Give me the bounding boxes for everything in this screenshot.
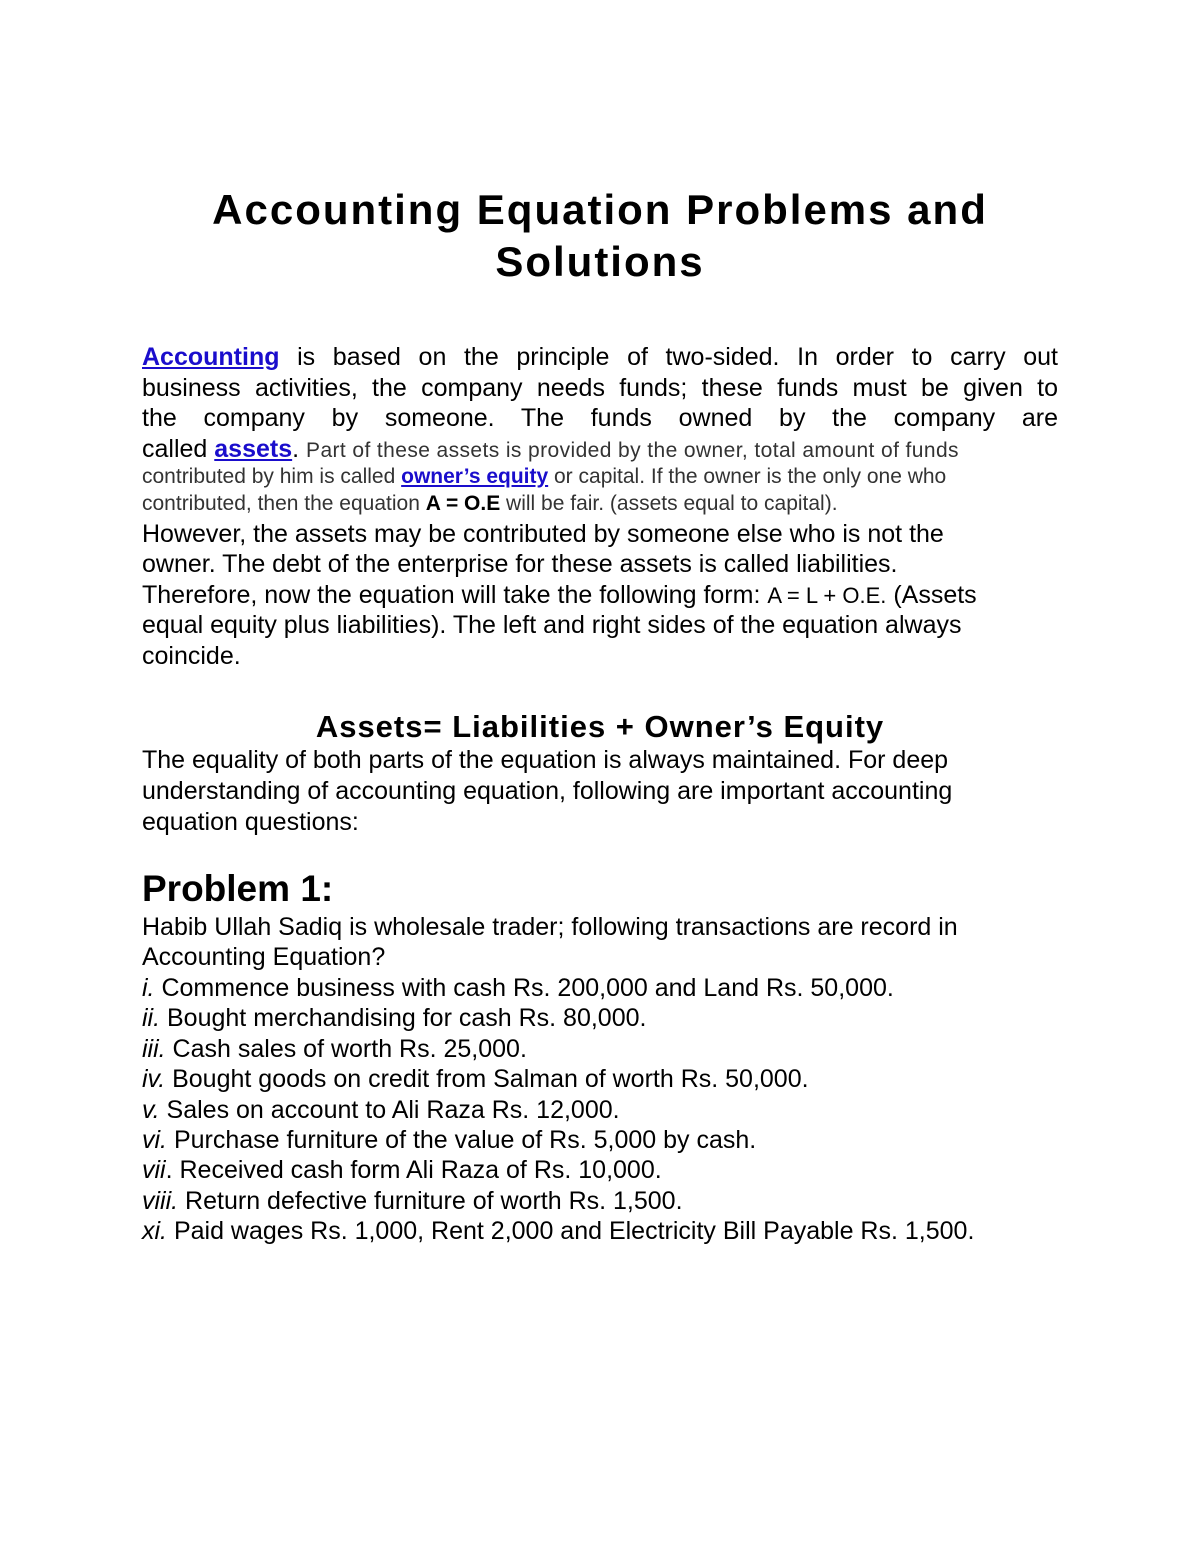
para3-line-1: The equality of both parts of the equation is always maintained. For deep <box>142 746 949 774</box>
transaction-number: i. <box>142 974 155 1002</box>
owners-equity-link[interactable]: owner’s equity <box>401 465 549 488</box>
text: called <box>142 435 215 463</box>
text: Part of these assets is provided by the owner, total amount of funds <box>306 439 959 462</box>
transaction-item <box>142 973 1058 1004</box>
transaction-number: iii. <box>142 1034 166 1063</box>
transaction-number: ii. <box>142 1004 161 1033</box>
transaction-text: Cash sales of worth Rs. 25,000. <box>165 1034 527 1063</box>
transaction-text: Commence business with cash Rs. 200,000 and Land Rs. 50,000. <box>154 974 894 1002</box>
transaction-text: Sales on account to Ali Raza Rs. 12,000. <box>159 1095 620 1124</box>
para3-line-3: equation questions: <box>142 808 359 836</box>
problem-intro-line-2: Accounting Equation? <box>142 943 386 971</box>
transaction-item <box>142 1125 1058 1156</box>
transaction-number: viii. <box>142 1186 179 1215</box>
accounting-link[interactable]: Accounting <box>142 343 280 371</box>
text: is based on the principle of two-sided. In order to carry out <box>279 343 1058 371</box>
para2-line-3 <box>142 580 1058 611</box>
problem-heading: Problem 1: <box>142 868 334 909</box>
intro-line-4 <box>142 434 1058 466</box>
para2-line-5: coincide. <box>142 642 241 670</box>
para2-line-2: owner. The debt of the enterprise for these assets is called liabilities. <box>142 550 898 578</box>
intro-line-5 <box>142 463 1058 491</box>
transaction-number: vi. <box>142 1126 167 1154</box>
para2-line-1: However, the assets may be contributed by someone else who is not the <box>142 520 944 548</box>
transaction-text: Paid wages Rs. 1,000, Rent 2,000 and Electricity Bill Payable Rs. 1,500. <box>167 1217 975 1246</box>
para2-line-4: equal equity plus liabilities). The left and right sides of the equation always <box>142 611 962 639</box>
transaction-number: v. <box>142 1095 160 1124</box>
transaction-number: iv. <box>142 1065 166 1094</box>
text: will be fair. (assets equal to capital). <box>500 492 838 515</box>
intro-line-6 <box>142 490 1058 518</box>
transaction-item <box>142 1186 1058 1217</box>
equation-bold: A = O.E <box>425 492 501 515</box>
para3-line-2: understanding of accounting equation, following are important accounting <box>142 777 953 805</box>
text: . <box>292 435 307 463</box>
transaction-text: . Received cash form Ali Raza of Rs. 10,000. <box>165 1156 662 1185</box>
transaction-text: Bought goods on credit from Salman of worth Rs. 50,000. <box>165 1065 809 1094</box>
transaction-item <box>142 1095 1058 1126</box>
transaction-number: xi. <box>142 1217 167 1246</box>
transaction-text: Return defective furniture of worth Rs. 1,500. <box>178 1186 683 1215</box>
text: (Assets <box>886 581 977 609</box>
transaction-item <box>142 1064 1058 1095</box>
equation: A = L + O.E. <box>767 583 887 608</box>
transaction-text: Bought merchandising for cash Rs. 80,000. <box>160 1004 647 1033</box>
transaction-item <box>142 1216 1058 1247</box>
equation-heading: Assets= Liabilities + Owner’s Equity <box>315 709 885 744</box>
transaction-item <box>142 1003 1058 1034</box>
transaction-item <box>142 1034 1058 1065</box>
transaction-number: vii <box>142 1156 166 1185</box>
intro-line-1 <box>142 342 1058 373</box>
problem-intro-line-1: Habib Ullah Sadiq is wholesale trader; following transactions are record in <box>142 913 958 941</box>
text: contributed, then the equation <box>142 492 426 515</box>
intro-line-2: business activities, the company needs funds; these funds must be given to <box>142 374 1058 402</box>
transaction-item <box>142 1155 1058 1186</box>
title-line-1: Accounting Equation Problems and <box>212 186 988 233</box>
text: Therefore, now the equation will take the following form: <box>142 581 768 609</box>
text: or capital. If the owner is the only one who <box>548 465 947 488</box>
assets-link[interactable]: assets <box>214 435 293 463</box>
text: contributed by him is called <box>142 465 402 488</box>
intro-line-3: the company by someone. The funds owned by the company are <box>142 404 1058 432</box>
transaction-text: Purchase furniture of the value of Rs. 5,000 by cash. <box>167 1126 757 1154</box>
title-line-2: Solutions <box>495 238 705 285</box>
